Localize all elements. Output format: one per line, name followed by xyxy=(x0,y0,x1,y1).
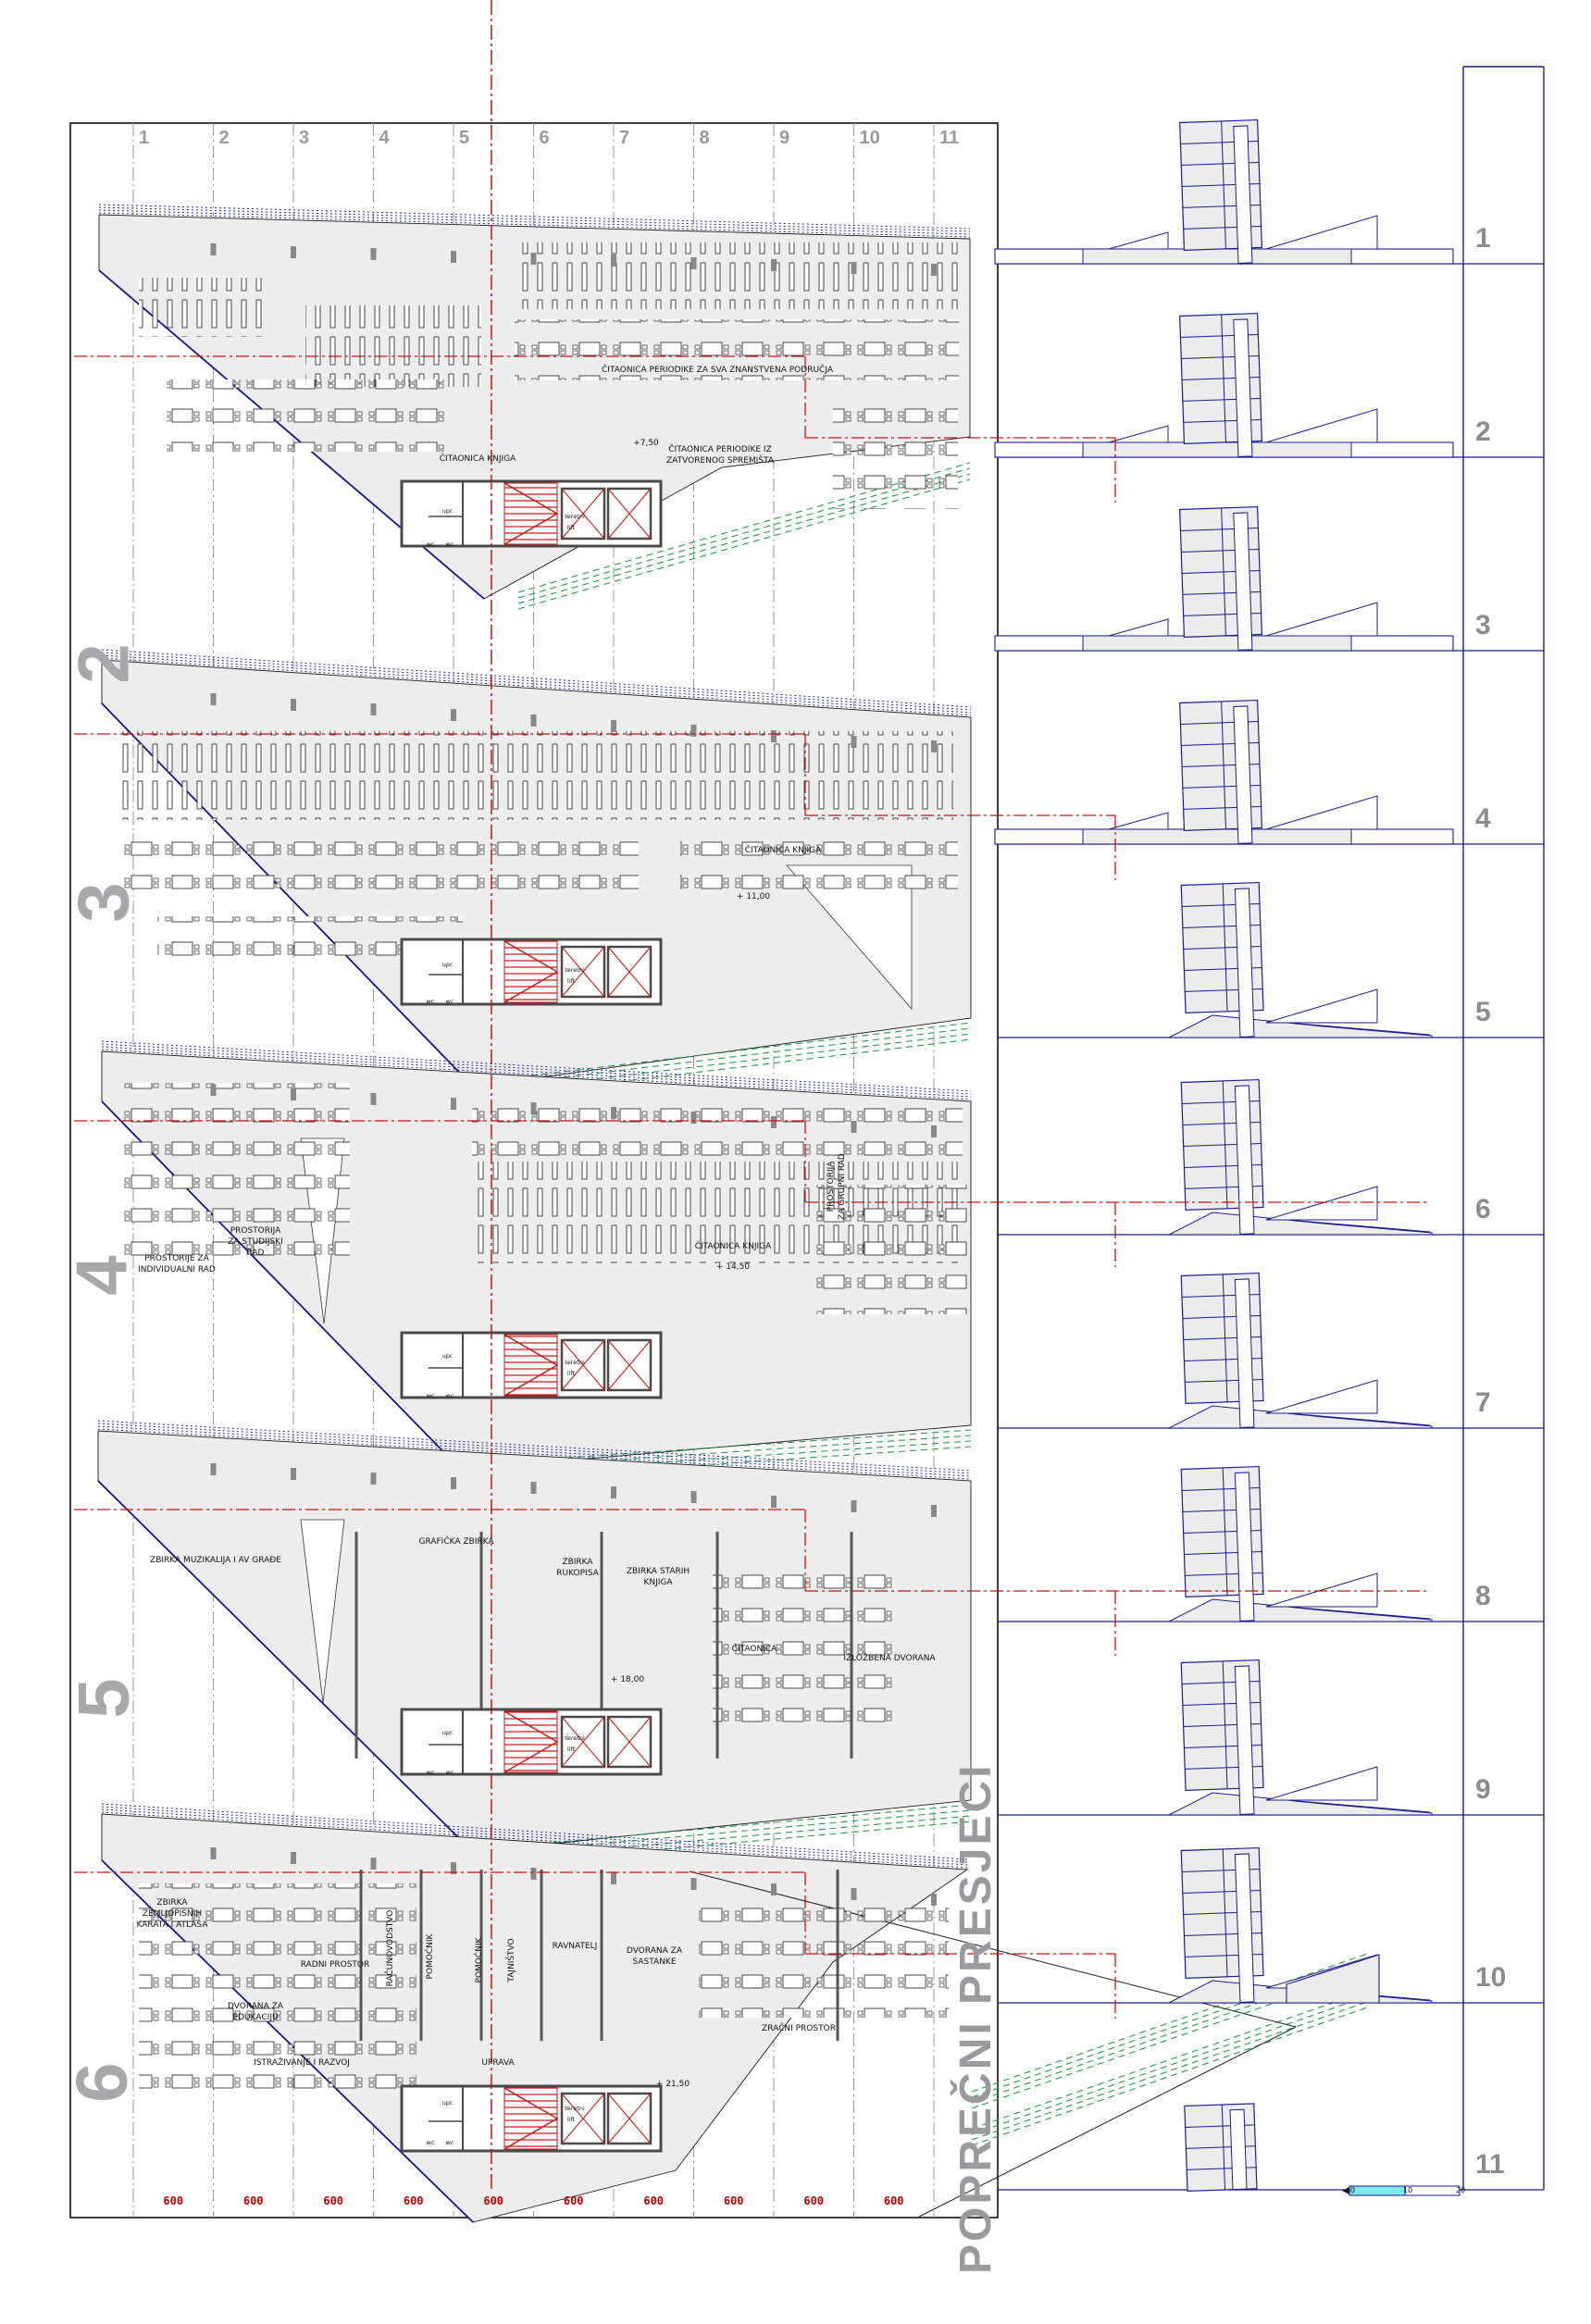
section-number: 10 xyxy=(1475,1962,1507,1993)
floor-plan-5 xyxy=(98,1421,971,1863)
grid-label: 11 xyxy=(939,128,960,148)
room-label: teretni xyxy=(565,1359,585,1366)
section-tower xyxy=(1181,1274,1264,1430)
table-band xyxy=(680,824,958,890)
room-label: ČITAONICA PERIODIKE IZ xyxy=(668,445,772,454)
section-row-5 xyxy=(998,883,1544,1039)
room-label: ZBIRKA STARIH xyxy=(626,1567,690,1576)
room-label: wc xyxy=(426,1392,435,1399)
grid-label: 8 xyxy=(699,128,710,148)
room-label: PROSTORIJA xyxy=(827,1161,836,1212)
dimension-label: 600 xyxy=(242,2194,264,2207)
stair-core xyxy=(504,1711,557,1772)
stair-core xyxy=(504,483,557,544)
room-label: UPRAVA xyxy=(481,2058,515,2068)
room-label: teretni xyxy=(565,513,585,520)
section-number: 11 xyxy=(1475,2149,1505,2180)
shelf-band xyxy=(120,731,953,820)
scale-tick: 10 xyxy=(1403,2186,1413,2194)
section-number: 4 xyxy=(1475,803,1491,834)
plan-number: 6 xyxy=(60,2062,143,2103)
room-label: EDUKACIJU xyxy=(232,2013,279,2022)
dimension-label: 600 xyxy=(723,2194,744,2207)
room-label: ZA GRUPNI RAD xyxy=(838,1153,847,1220)
room-label: ČITAONICA KNJIGA xyxy=(744,846,822,855)
section-row-3 xyxy=(995,507,1544,652)
room-label: lift xyxy=(566,1746,576,1753)
room-label: wc xyxy=(445,1769,454,1776)
floor-plan-3 xyxy=(102,650,971,1095)
room-label: wc xyxy=(426,541,435,548)
dimension-label: 600 xyxy=(483,2194,504,2207)
dimension-label: 600 xyxy=(803,2194,825,2207)
section-row-10 xyxy=(998,1848,1544,2005)
room-label: lift xyxy=(566,2116,576,2123)
section-tower xyxy=(1180,701,1262,846)
room-label: DVORANA ZA xyxy=(627,1946,682,1956)
room-label: wc xyxy=(426,1769,435,1776)
dimension-label: 600 xyxy=(563,2194,584,2207)
room-label: wc xyxy=(445,541,454,548)
dimension-label: 600 xyxy=(883,2194,904,2207)
section-number: 7 xyxy=(1475,1387,1491,1418)
room-label: ZBIRKA MUZIKALIJA I AV GRAĐE xyxy=(150,1556,281,1565)
dimension-label: 600 xyxy=(643,2194,665,2207)
table-band xyxy=(472,1106,963,1156)
grid-label: 9 xyxy=(779,128,790,148)
section-number: 1 xyxy=(1475,223,1491,254)
room-label: +7,50 xyxy=(633,439,659,448)
stair-core xyxy=(504,941,557,1002)
grid-label: 6 xyxy=(539,128,550,148)
section-number: 3 xyxy=(1475,610,1491,640)
room-label: wc xyxy=(426,998,435,1005)
room-label: PROSTORIJE ZA xyxy=(144,1254,209,1263)
grid-label: 4 xyxy=(379,128,390,148)
room-label: KNJIGA xyxy=(643,1578,673,1587)
section-number: 9 xyxy=(1475,1774,1491,1805)
room-label: upr. xyxy=(441,1352,454,1360)
section-tower xyxy=(1181,883,1264,1039)
room-label: + 11,00 xyxy=(736,892,771,901)
room-label: upr. xyxy=(441,1729,454,1736)
room-label: ČITAONICA xyxy=(731,1645,777,1654)
hatch-green xyxy=(972,1995,1370,2134)
room-label: teretni xyxy=(565,1734,585,1742)
room-label: RADNI PROSTOR xyxy=(300,1960,370,1970)
room-label: teretni xyxy=(565,2105,585,2112)
room-label: wc xyxy=(445,2139,454,2146)
room-label: GRAFIČKA ZBIRKA xyxy=(418,1537,494,1547)
room-label: + 18,00 xyxy=(610,1675,645,1684)
grid-label: 1 xyxy=(139,128,150,148)
room-label: POMOĆNIK xyxy=(475,1937,484,1983)
room-label: ČITAONICA KNJIGA xyxy=(694,1242,772,1251)
room-label: + 14,50 xyxy=(715,1262,751,1272)
room-label: lift xyxy=(566,977,576,985)
room-label: ZA STUDIJSKI xyxy=(228,1237,283,1247)
stair-core xyxy=(504,2088,557,2149)
table-band xyxy=(833,398,958,509)
grid-label: 7 xyxy=(619,128,630,148)
room-label: + 21,50 xyxy=(655,2080,690,2089)
section-tower xyxy=(1181,1080,1264,1237)
floor-plan-6 xyxy=(102,1804,1370,2222)
section-tower xyxy=(1180,314,1262,459)
room-label: wc xyxy=(426,2139,435,2146)
grid-label: 10 xyxy=(859,128,880,148)
section-number: 2 xyxy=(1475,416,1491,447)
hatch-green xyxy=(972,1990,1370,2129)
scale-tick: 20 xyxy=(1456,2186,1466,2194)
room-label: ZEMLJOPISNIH xyxy=(142,1909,203,1919)
room-label: ZRAČNI PROSTOR xyxy=(762,2024,836,2033)
section-row-8 xyxy=(998,1467,1544,1623)
room-label: ZBIRKA xyxy=(156,1898,188,1908)
room-label: KARATA I ATLASA xyxy=(136,1920,208,1930)
section-number: 6 xyxy=(1475,1194,1491,1224)
shelf-band xyxy=(305,305,481,387)
plan-number: 2 xyxy=(62,643,144,684)
floor-plan-2 xyxy=(99,205,970,609)
room-label: IZLOŽBENA DVORANA xyxy=(843,1654,936,1663)
room-label: upr. xyxy=(441,961,454,968)
dimension-label: 600 xyxy=(403,2194,424,2207)
table-band xyxy=(167,379,444,452)
room-label: ZBIRKA xyxy=(562,1558,593,1567)
section-row-1 xyxy=(995,120,1544,266)
section-row-11 xyxy=(998,2104,1544,2192)
section-row-9 xyxy=(998,1660,1544,1817)
plan-number: 4 xyxy=(60,1255,143,1296)
room-label: RAVNATELJ xyxy=(552,1942,598,1951)
plan-number: 3 xyxy=(62,882,144,923)
room-label: wc xyxy=(445,998,454,1005)
room-label: INDIVIDUALNI RAD xyxy=(138,1265,216,1274)
section-number: 8 xyxy=(1475,1581,1491,1611)
room-label: lift xyxy=(566,1370,576,1377)
section-tower xyxy=(1185,2104,1257,2192)
section-tower xyxy=(1181,1848,1264,2005)
room-label: ISTRAŽIVANJE I RAZVOJ xyxy=(254,2058,350,2068)
section-number: 5 xyxy=(1475,997,1491,1027)
section-tower xyxy=(1180,120,1262,266)
stair-core xyxy=(504,1335,557,1396)
room-label: RUKOPISA xyxy=(556,1569,599,1578)
scale-tick: 0 xyxy=(1350,2186,1356,2194)
room-label: PROSTORIJA xyxy=(230,1226,281,1236)
section-row-2 xyxy=(995,314,1544,459)
section-tower xyxy=(1181,1660,1264,1817)
shelf-band xyxy=(515,242,959,309)
sections-column-title: POPREČNI PRESJECI xyxy=(951,1762,1001,2274)
dimension-label: 600 xyxy=(163,2194,184,2207)
room-label: teretni xyxy=(565,966,585,974)
room-label: ČITAONICA PERIODIKE ZA SVA ZNANSTVENA PODRUČJA xyxy=(602,366,833,375)
hatch-green xyxy=(972,2007,1370,2145)
grid-label: 2 xyxy=(218,128,230,148)
room-label: ČITAONICA KNJIGA xyxy=(439,454,516,464)
room-label: SASTANKE xyxy=(632,1957,677,1967)
plan-number: 5 xyxy=(62,1678,144,1719)
grid-label: 5 xyxy=(459,128,470,148)
room-label: wc xyxy=(445,1392,454,1399)
room-label: upr. xyxy=(441,2099,454,2107)
scale-bar xyxy=(1342,2186,1460,2195)
table-band xyxy=(120,828,639,908)
room-label: POMOĆNIK xyxy=(426,1933,435,1980)
section-core xyxy=(1230,2109,1247,2189)
room-label: TAJNIŠTVO xyxy=(507,1938,516,1982)
room-label: RAČUNOVODSTVO xyxy=(386,1909,395,1987)
section-tower xyxy=(1181,1467,1264,1623)
section-row-7 xyxy=(998,1274,1544,1430)
dimension-label: 600 xyxy=(323,2194,344,2207)
room-label: DVORANA ZA xyxy=(228,2002,283,2011)
room-label: RAD xyxy=(246,1249,265,1258)
room-label: lift xyxy=(566,524,576,531)
table-band xyxy=(699,1907,949,2018)
grid-label: 3 xyxy=(299,128,310,148)
section-row-4 xyxy=(995,701,1544,846)
shelf-band xyxy=(139,278,268,337)
room-label: ZATVORENOG SPREMIŠTA xyxy=(666,456,774,466)
floor-plan-4 xyxy=(102,1041,971,1479)
section-row-6 xyxy=(998,1080,1544,1237)
section-tower xyxy=(1180,507,1262,652)
hatch-green xyxy=(972,2001,1370,2140)
room-label: upr. xyxy=(441,507,454,515)
